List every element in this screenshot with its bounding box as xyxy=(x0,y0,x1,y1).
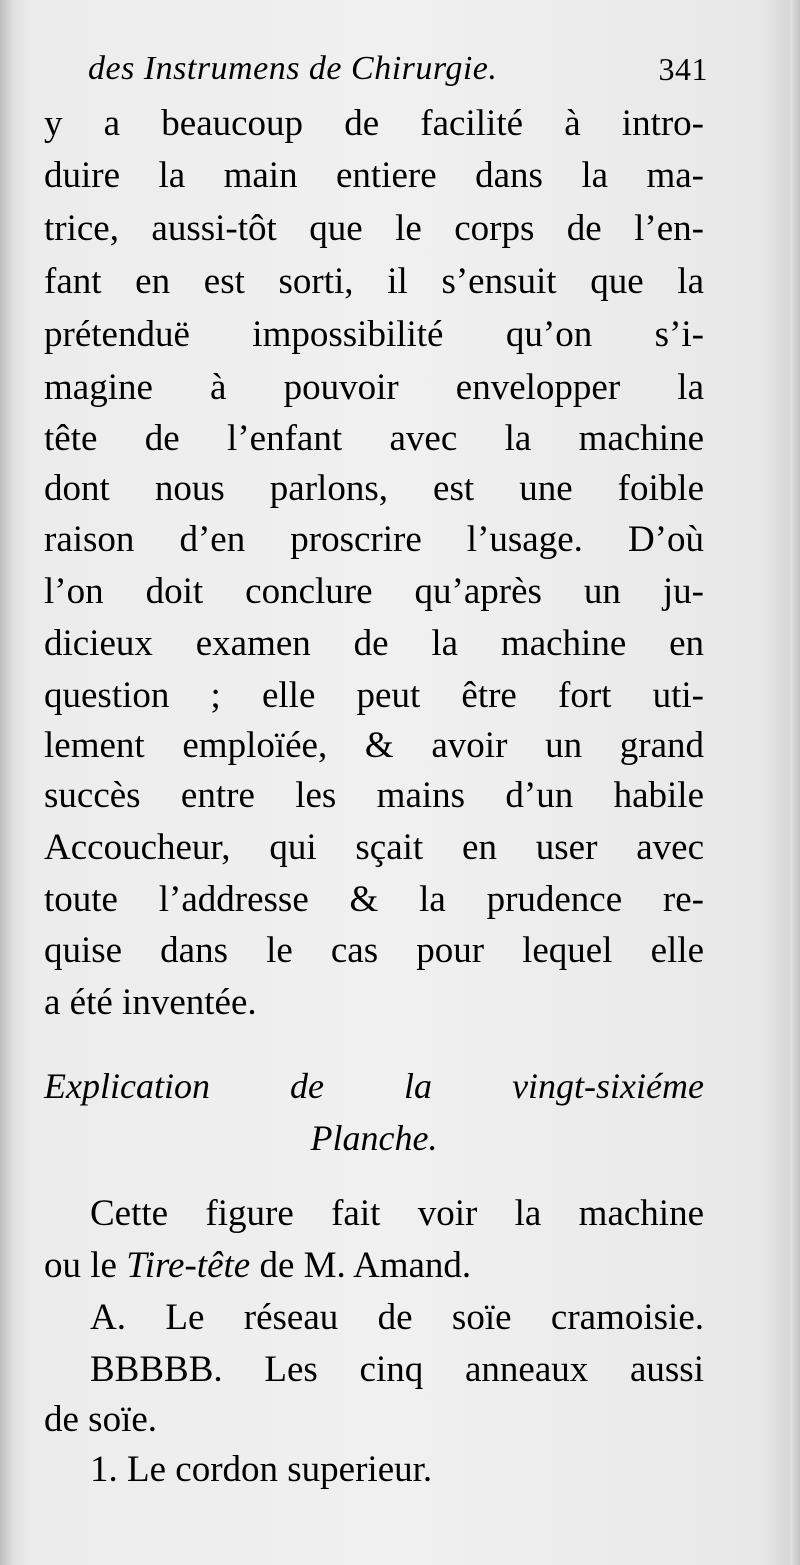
running-header xyxy=(88,44,708,94)
body-line: Accoucheur, qui sçait en user avec xyxy=(44,827,704,868)
section-title: Explication de la vingt-sixiéme xyxy=(44,1066,704,1106)
body-line: prétenduë impossibilité qu’on s’i- xyxy=(44,314,704,355)
legend-item-b: BBBBB. Les cinq anneaux aussi xyxy=(90,1349,704,1390)
body-line: y a beaucoup de facilité à intro- xyxy=(44,103,704,144)
body-line: quise dans le cas pour lequel elle xyxy=(44,930,704,971)
running-title: des Instrumens de Chirurgie. xyxy=(88,50,498,87)
body-line: raison d’en proscrire l’usage. D’où xyxy=(44,519,704,560)
body-line: a été inventée. xyxy=(44,982,257,1023)
body-line: tête de l’enfant avec la machine xyxy=(44,418,704,459)
body-line: question ; elle peut être fort uti- xyxy=(44,675,704,716)
body-line: dont nous parlons, est une foible xyxy=(44,468,704,509)
body-line: lement emploïée, & avoir un grand xyxy=(44,725,704,766)
body-line: trice, aussi-tôt que le corps de l’en- xyxy=(44,208,704,249)
explanation-text: de M. Amand. xyxy=(250,1245,472,1286)
body-line: dicieux examen de la machine en xyxy=(44,623,704,664)
body-line: toute l’addresse & la prudence re- xyxy=(44,879,704,920)
section-title-continued: Planche. xyxy=(310,1118,438,1158)
explanation-text: ou le xyxy=(44,1245,127,1286)
body-line: l’on doit conclure qu’après un ju- xyxy=(44,571,704,612)
page-edge-left xyxy=(0,0,14,1565)
explanation-line xyxy=(44,1240,704,1292)
instrument-name: Tire-tête xyxy=(126,1245,251,1286)
body-line: succès entre les mains d’un habile xyxy=(44,775,704,816)
body-line: duire la main entiere dans la ma- xyxy=(44,155,704,196)
page-number: 341 xyxy=(658,51,708,87)
legend-item-a: A. Le réseau de soïe cramoisie. xyxy=(90,1297,704,1338)
body-line: fant en est sorti, il s’ensuit que la xyxy=(44,261,704,302)
legend-item-b-continued: de soïe. xyxy=(44,1399,158,1440)
body-line: magine à pouvoir envelopper la xyxy=(44,367,704,408)
page-edge-right xyxy=(790,0,800,1565)
explanation-line: Cette figure fait voir la machine xyxy=(90,1193,704,1234)
legend-item-1: 1. Le cordon superieur. xyxy=(90,1449,433,1490)
